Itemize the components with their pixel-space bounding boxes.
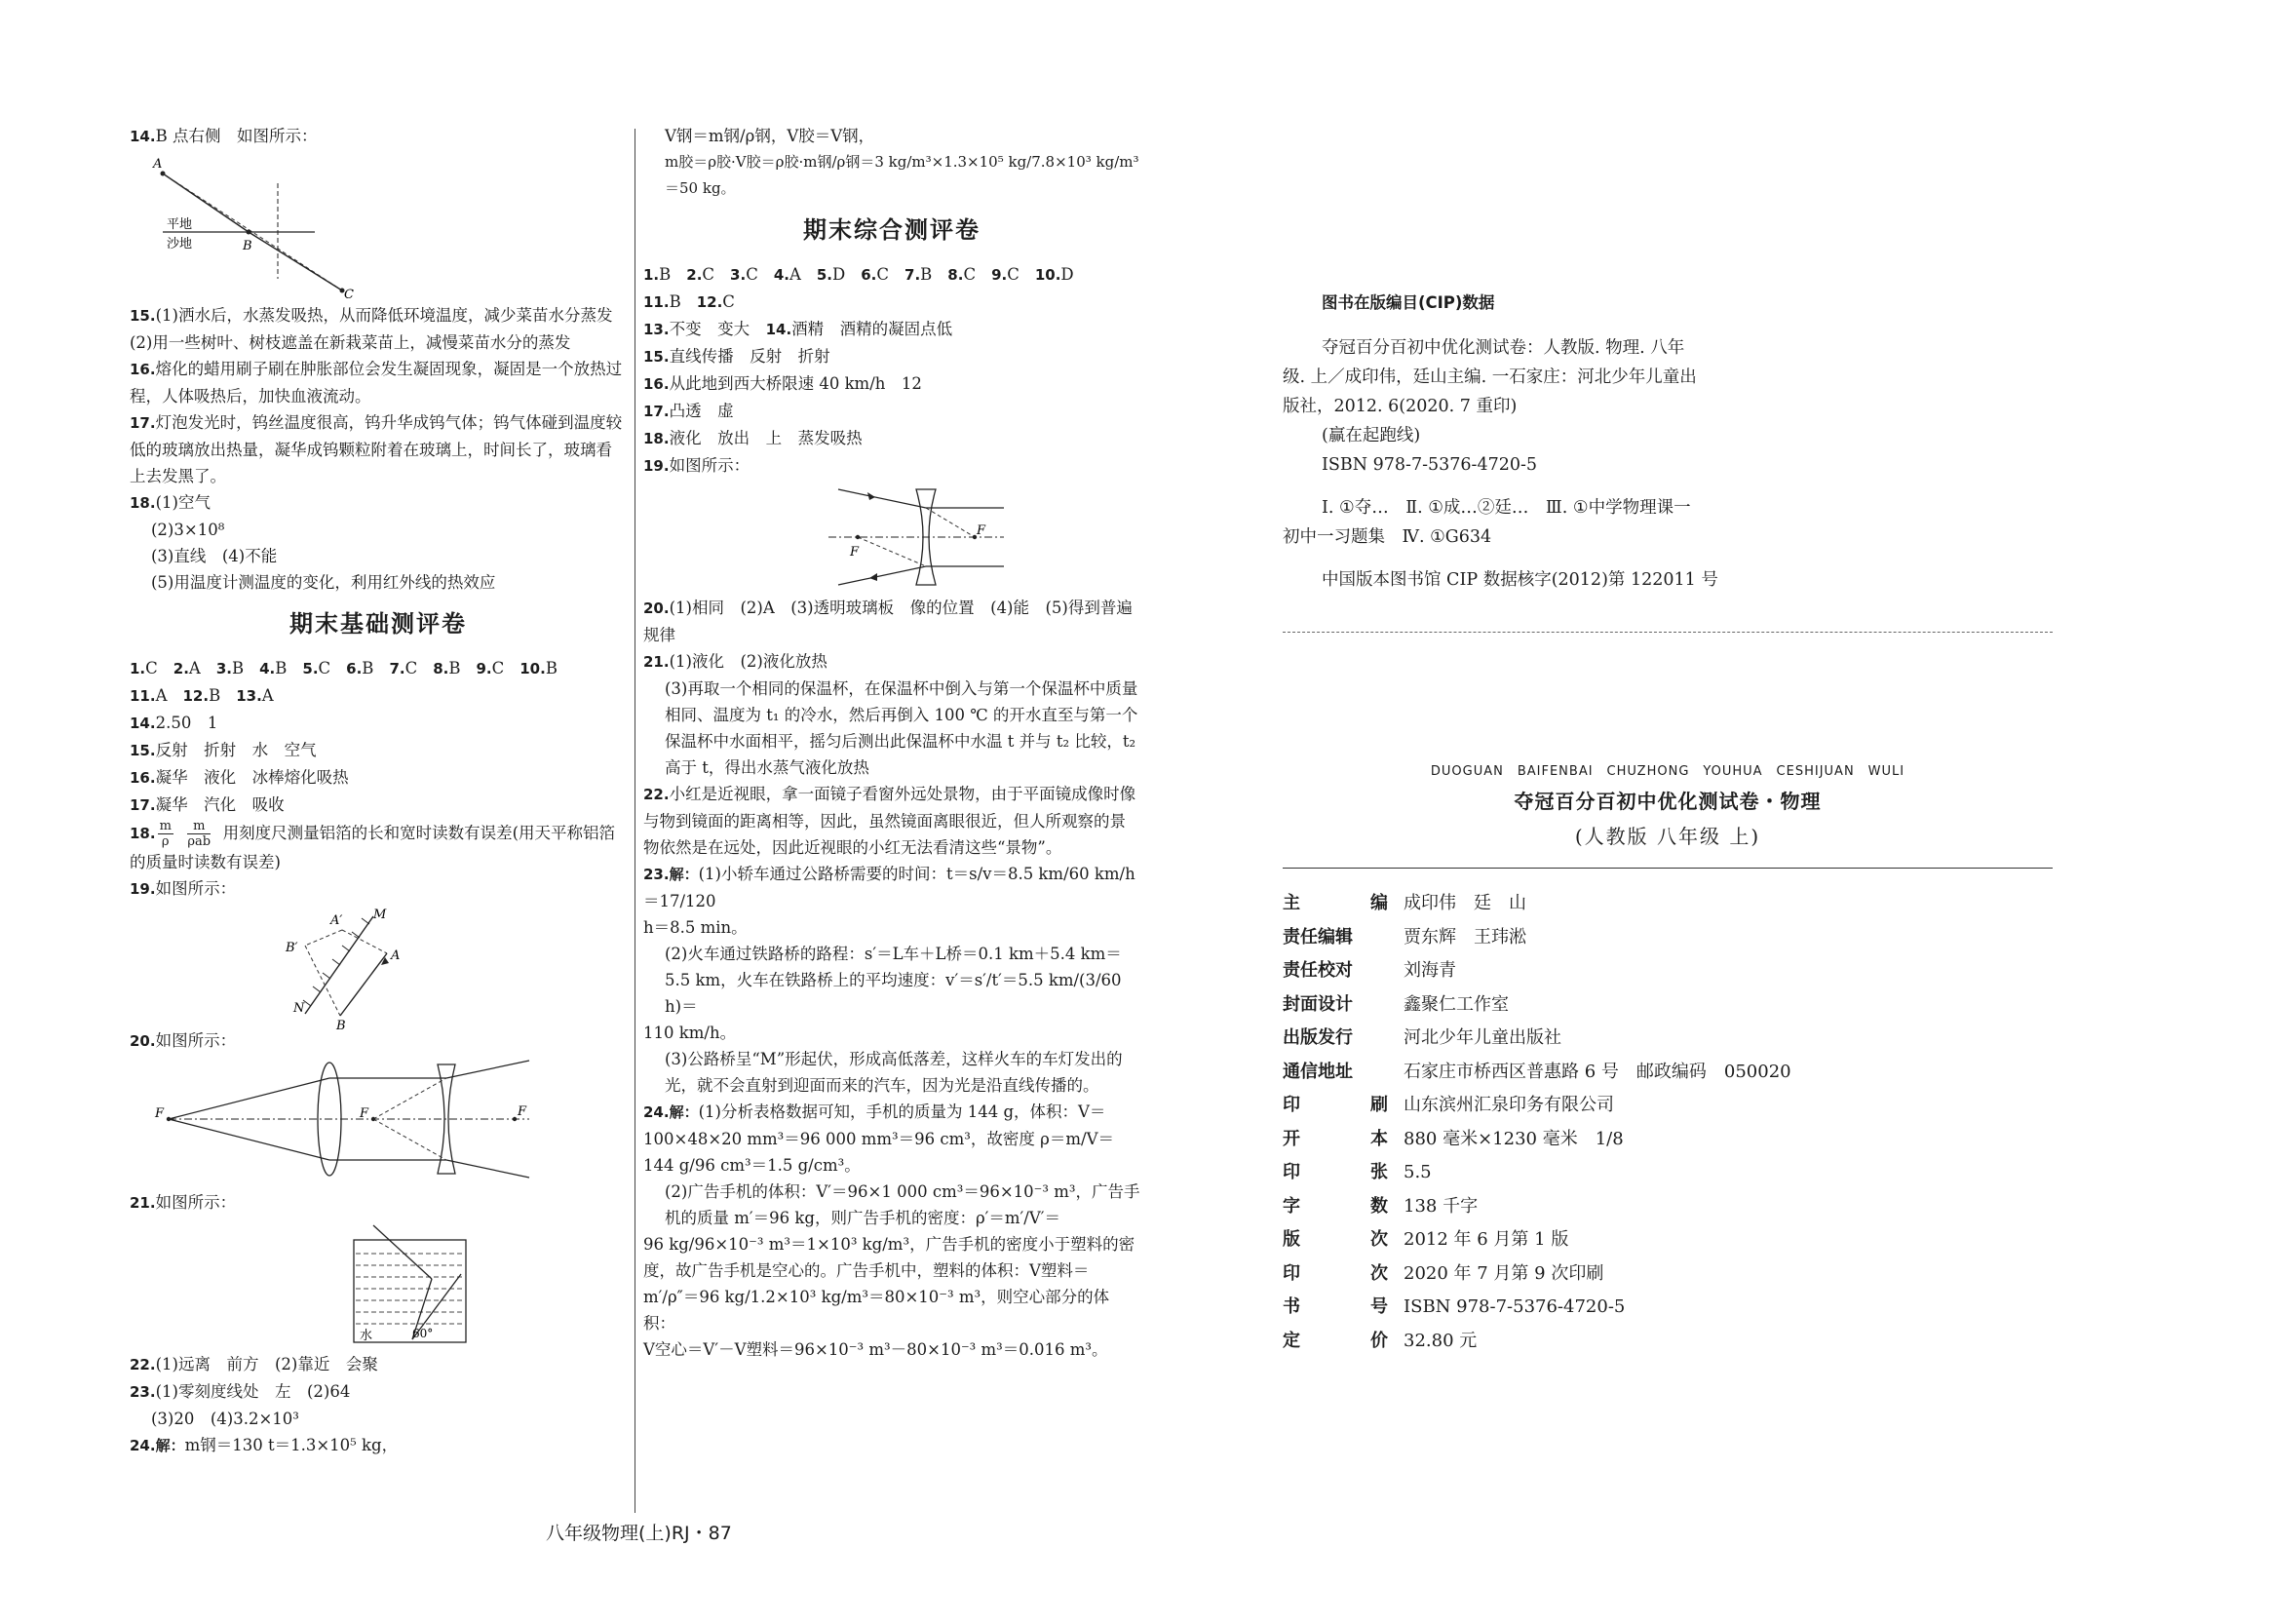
credit-row	[1283, 1022, 1791, 1056]
fig-label-b2: B	[336, 1019, 346, 1033]
answer-q24-cont: V钢＝m钢/ρ钢，V胶＝V钢，	[665, 127, 875, 145]
credit-row	[1283, 954, 1791, 988]
credit-row	[1283, 1325, 1791, 1359]
answer-choice-row	[643, 289, 1140, 316]
credit-value: 贾东辉 王玮淞	[1404, 926, 1526, 947]
credit-value: 刘海青	[1404, 960, 1456, 981]
choice-number: 3.	[730, 266, 747, 284]
choice-answer: C	[491, 659, 505, 677]
credit-label: 责任校对	[1283, 960, 1353, 981]
choice-number: 2.	[173, 660, 189, 677]
book-title: 夺冠百分百初中优化测试卷・物理	[1514, 790, 1822, 813]
answer-s2-q24-line: m′/ρ″＝96 kg/1.2×10³ kg/m³＝80×10⁻³ m³，则空心部分的体积：	[643, 1288, 1110, 1333]
choice-number: 11.	[643, 293, 670, 311]
answer-s2-q17: 17.凸透 虚	[643, 402, 734, 420]
figure-refraction-ground	[130, 154, 354, 302]
answer-s1-q15: 15.反射 折射 水 空气	[130, 741, 317, 759]
choice-answer: B	[231, 659, 245, 677]
answer-s1-q23-line: (3)20 (4)3.2×10³	[151, 1410, 299, 1428]
fig-label-water: 水	[360, 1329, 373, 1343]
cip-heading: 图书在版编目(CIP)数据	[1322, 293, 1495, 312]
credit-row	[1283, 1089, 1791, 1123]
fig-label-a-prime: A′	[330, 913, 343, 928]
cip-line: 级. 上／成印伟，廷山主编. 一石家庄：河北少年儿童出	[1283, 367, 1697, 387]
cip-line: 夺冠百分百初中优化测试卷：人教版. 物理. 八年	[1322, 338, 1685, 358]
answer-s2-q24: 24.解：(1)分析表格数据可知，手机的质量为 144 g，体积：V＝100×48×20 mm³＝96 000 mm³＝96 cm³，故密度 ρ＝m/V＝	[643, 1102, 1114, 1148]
credit-value: 鑫聚仁工作室	[1404, 993, 1509, 1015]
section-title-basic-test: 期末基础测评卷	[289, 610, 467, 638]
credit-value: 2012 年 6 月第 1 版	[1404, 1229, 1569, 1250]
choice-number: 6.	[346, 660, 363, 677]
choice-answer: B	[920, 265, 933, 284]
cip-class-line: Ⅰ. ①夺… Ⅱ. ①成…②廷… Ⅲ. ①中学物理课一	[1322, 498, 1691, 518]
answer-s1-q21: 21.如图所示：	[130, 1193, 237, 1212]
answer-s2-q23-line: (2)火车通过铁路桥的路程：s′＝L车＋L桥＝0.1 km＋5.4 km＝5.5 km，火车在铁路桥上的平均速度：v′＝s′/t′＝5.5 km/(3/60 h)＝	[665, 945, 1122, 1016]
choice-answer: A	[188, 659, 201, 677]
credit-row	[1283, 1291, 1791, 1325]
choice-number: 4.	[773, 266, 789, 284]
cip-class-line: 初中一习题集 Ⅳ. ①G634	[1283, 527, 1492, 547]
answer-q24-cont: m胶＝ρ胶·V胶＝ρ胶·m钢/ρ钢＝3 kg/m³×1.3×10⁵ kg/7.8×10³ kg/m³＝50 kg。	[665, 153, 1139, 197]
answer-s1-q22: 22.(1)远离 前方 (2)靠近 会聚	[130, 1355, 378, 1373]
answer-s2-q24-line: V空心＝V′－V塑料＝96×10⁻³ m³－80×10⁻³ m³＝0.016 m³。	[643, 1340, 1108, 1359]
choice-number: 5.	[302, 660, 319, 677]
choice-answer: C	[963, 265, 977, 284]
choice-answer: C	[722, 292, 735, 311]
answer-s2-q19: 19.如图所示：	[643, 456, 750, 475]
answer-s1-q18: 18. $\frac{m}{\rho}$ $\frac{m}{\text{ρab}}$ 用刻度尺测量铝箔的长和宽时读数有误差(用天平称铝箔的质量时读数有误差)	[130, 819, 616, 871]
credit-value: 880 毫米×1230 毫米 1/8	[1404, 1128, 1624, 1149]
credit-value: 河北少年儿童出版社	[1404, 1027, 1561, 1048]
colophon-rule	[1283, 868, 2053, 869]
fig-label-ground2: 沙地	[167, 237, 193, 251]
credit-label: 字 数	[1283, 1195, 1388, 1217]
credit-label: 印 刷	[1283, 1095, 1388, 1115]
answer-s1-q20: 20.如图所示：	[130, 1031, 237, 1050]
choice-answer: D	[832, 265, 846, 284]
credit-value: 2020 年 7 月第 9 次印刷	[1404, 1262, 1604, 1284]
credit-row	[1283, 988, 1791, 1023]
fig-label-f: F	[977, 523, 986, 538]
answer-column-left	[130, 123, 627, 1459]
choice-answer: D	[1060, 265, 1074, 284]
choice-answer: C	[876, 265, 890, 284]
fig-label-n: N	[293, 1001, 305, 1016]
choice-answer: A	[155, 686, 168, 705]
answer-q16: 16.熔化的蜡用刷子刷在肿胀部位会发生凝固现象，凝固是一个放热过程，人体吸热后，加快血液流动。	[130, 360, 623, 406]
choice-answer: B	[545, 659, 558, 677]
figure-concave-lens	[643, 483, 1053, 591]
fig-label-b: B	[243, 239, 252, 253]
fig-label-angle: 60°	[412, 1327, 434, 1340]
choice-number: 12.	[696, 293, 723, 311]
answer-s1-q14: 14.2.50 1	[130, 714, 218, 732]
figure-lens-combination	[130, 1059, 539, 1185]
fig-label-f: F	[518, 1104, 527, 1119]
credit-value: 138 千字	[1404, 1195, 1479, 1217]
dotted-divider	[1283, 632, 2053, 633]
answer-s2-q16: 16.从此地到西大桥限速 40 km/h 12	[643, 374, 922, 393]
answer-choice-row	[643, 261, 1140, 289]
fig-label-f: F	[360, 1106, 369, 1121]
fig-label-a2: A	[391, 948, 401, 963]
choice-answer: C	[318, 659, 331, 677]
credit-label: 出版发行	[1283, 1027, 1353, 1048]
fraction: $\frac{m}{\rho}$	[159, 819, 172, 849]
answer-q17: 17.灯泡发光时，钨丝温度很高，钨升华成钨气体；钨气体碰到温度较低的玻璃放出热量，凝华成钨颗粒附着在玻璃上，时间长了，玻璃看上去发黑了。	[130, 413, 623, 485]
answer-s2-q23-line: h＝8.5 min。	[643, 918, 748, 937]
choice-answer: C	[1007, 265, 1020, 284]
answer-s2-q23-line: (3)公路桥呈“M”形起伏，形成高低落差，这样火车的车灯发出的光，就不会直射到迎面而来的汽车，因为光是沿直线传播的。	[665, 1050, 1123, 1095]
answer-q14: 14.B 点右侧 如图所示：	[130, 127, 318, 145]
answer-column-middle	[643, 123, 1140, 1363]
credit-value: 石家庄市桥西区普惠路 6 号 邮政编码 050020	[1404, 1061, 1791, 1082]
credit-label: 版 次	[1283, 1229, 1388, 1250]
figure-plane-mirror	[130, 907, 539, 1033]
credit-value: 32.80 元	[1404, 1330, 1478, 1351]
fig-label-m: M	[373, 908, 387, 922]
figure-water-refraction	[130, 1220, 539, 1347]
page-footer: 八年级物理(上)RJ・87	[546, 1523, 732, 1544]
fig-label-c: C	[344, 288, 354, 302]
answer-s1-q16: 16.凝华 液化 冰棒熔化吸热	[130, 768, 349, 787]
answer-s2-q21-line: (3)再取一个相同的保温杯，在保温杯中倒入与第一个保温杯中质量相同、温度为 t₁ 的冷水，然后再倒入 100 ℃ 的开水直至与第一个保温杯中水面相平，摇匀后测出此保温杯中水温 t 并与 t₂ 比较，t₂ 高于 t，得出水蒸气液化放热	[665, 679, 1138, 777]
credit-row	[1283, 887, 1791, 921]
credit-row	[1283, 1123, 1791, 1157]
colophon-credits	[1283, 887, 1791, 1358]
credit-label: 定 价	[1283, 1330, 1388, 1351]
section-title-comprehensive-test: 期末综合测评卷	[803, 216, 981, 244]
answer-q18: 18.(1)空气	[130, 493, 211, 512]
choice-number: 7.	[389, 660, 405, 677]
choice-answer: B	[659, 265, 672, 284]
choice-number: 1.	[130, 660, 146, 677]
choice-number: 11.	[130, 687, 156, 705]
answer-q18-line: (5)用温度计测温度的变化，利用红外线的热效应	[151, 573, 496, 592]
answer-s2-q23: 23.解：(1)小轿车通过公路桥需要的时间：t＝s/v＝8.5 km/60 km/h＝17/120	[643, 865, 1135, 910]
choice-answer: C	[145, 659, 158, 677]
fig-label-f: F	[850, 545, 860, 560]
credit-label: 封面设计	[1283, 993, 1353, 1015]
answer-q18-line: (2)3×10⁸	[151, 521, 225, 539]
choice-answer: C	[746, 265, 758, 284]
choice-number: 10.	[519, 660, 546, 677]
credit-row	[1283, 1056, 1791, 1090]
answer-s2-q22: 22.小红是近视眼，拿一面镜子看窗外远处景物，由于平面镜成像时像与物到镜面的距离相等，因此，虽然镜面离眼很近，但人所观察的景物依然是在远处，因此近视眼的小红无法看清这些“景物”。	[643, 785, 1136, 857]
credit-row	[1283, 1257, 1791, 1292]
choice-number: 5.	[816, 266, 833, 284]
credit-label: 印 张	[1283, 1162, 1388, 1182]
answer-s1-q17: 17.凝华 汽化 吸收	[130, 795, 285, 814]
credit-row	[1283, 921, 1791, 955]
choice-number: 7.	[904, 266, 921, 284]
answer-choice-row	[130, 655, 627, 682]
choice-answer: B	[275, 659, 288, 677]
choice-answer: C	[702, 265, 715, 284]
cip-line: (赢在起跑线)	[1322, 426, 1421, 445]
answer-q18-line: (3)直线 (4)不能	[151, 547, 278, 565]
credit-label: 印 次	[1283, 1262, 1388, 1284]
fig-label-b-prime: B′	[286, 941, 298, 955]
credit-value: 5.5	[1404, 1162, 1432, 1182]
answer-s2-q21: 21.(1)液化 (2)液化放热	[643, 652, 827, 671]
answer-s2-q24-line: 144 g/96 cm³＝1.5 g/cm³。	[643, 1156, 861, 1175]
fig-label-f: F	[155, 1106, 165, 1121]
credit-value: 成印伟 廷 山	[1404, 893, 1526, 913]
fig-label-a: A	[153, 157, 163, 172]
choice-answer: C	[404, 659, 418, 677]
choice-answer: B	[669, 292, 681, 311]
choice-answer: A	[261, 686, 274, 705]
book-title-pinyin: DUOGUAN BAIFENBAI CHUZHONG YOUHUA CESHIJUAN WULI	[1430, 764, 1905, 779]
choice-answer: A	[789, 265, 801, 284]
answer-s2-q23-line: 110 km/h。	[643, 1024, 737, 1042]
fraction: $\frac{m}{\text{ρab}}$	[187, 819, 212, 849]
answer-s2-q18: 18.液化 放出 上 蒸发吸热	[643, 429, 863, 447]
choice-number: 10.	[1034, 266, 1061, 284]
choice-answer: B	[448, 659, 461, 677]
credit-value: ISBN 978-7-5376-4720-5	[1404, 1296, 1626, 1317]
choice-number: 6.	[861, 266, 877, 284]
answer-s2-q13: 13.不变 变大 14.酒精 酒精的凝固点低	[643, 320, 953, 338]
choice-number: 9.	[991, 266, 1008, 284]
choice-number: 13.	[236, 687, 262, 705]
credit-label: 通信地址	[1283, 1061, 1353, 1082]
choice-number: 2.	[686, 266, 703, 284]
answer-s2-q20: 20.(1)相同 (2)A (3)透明玻璃板 像的位置 (4)能 (5)得到普遍规律	[643, 599, 1133, 644]
cip-verify: 中国版本图书馆 CIP 数据核字(2012)第 122011 号	[1322, 570, 1718, 590]
choice-number: 1.	[643, 266, 660, 284]
credit-label: 责任编辑	[1283, 926, 1353, 947]
credit-row	[1283, 1190, 1791, 1224]
book-subtitle: (人教版 八年级 上)	[1574, 825, 1761, 848]
cip-line: 版社，2012. 6(2020. 7 重印)	[1283, 397, 1518, 416]
answer-s2-q24-line: 96 kg/96×10⁻³ m³＝1×10³ kg/m³，广告手机的密度小于塑料的密度，故广告手机是空心的。广告手机中，塑料的体积：V塑料＝	[643, 1235, 1135, 1280]
answer-s2-q24-line: (2)广告手机的体积：V′＝96×1 000 cm³＝96×10⁻³ m³，广告手机的质量 m′＝96 kg，则广告手机的密度：ρ′＝m′/V′＝	[665, 1182, 1140, 1227]
choice-number: 3.	[215, 660, 232, 677]
choice-answer: B	[209, 686, 221, 705]
choice-number: 4.	[259, 660, 276, 677]
cip-data-block	[1283, 289, 2053, 595]
answer-s2-q15: 15.直线传播 反射 折射	[643, 347, 830, 366]
credit-value: 山东滨州汇泉印务有限公司	[1404, 1095, 1614, 1115]
choice-answer: B	[362, 659, 374, 677]
choice-number: 9.	[476, 660, 492, 677]
choice-number: 12.	[182, 687, 210, 705]
answer-s1-q23: 23.(1)零刻度线处 左 (2)64	[130, 1382, 351, 1401]
credit-label: 主 编	[1283, 893, 1388, 913]
answer-s1-q24: 24.解：m钢＝130 t＝1.3×10⁵ kg，	[130, 1436, 399, 1454]
answer-s1-q19: 19.如图所示：	[130, 879, 237, 898]
credit-row	[1283, 1156, 1791, 1190]
credit-label: 书 号	[1283, 1296, 1388, 1317]
fig-label-ground1: 平地	[167, 217, 193, 232]
credit-label: 开 本	[1283, 1128, 1388, 1149]
answer-q15: 15.(1)洒水后，水蒸发吸热，从而降低环境温度，减少菜苗水分蒸发 (2)用一些树叶、树枝遮盖在新栽菜苗上，减慢菜苗水分的蒸发	[130, 306, 629, 352]
credit-row	[1283, 1223, 1791, 1257]
cip-line: ISBN 978-7-5376-4720-5	[1322, 455, 1538, 475]
answer-choice-row	[130, 682, 627, 710]
choice-number: 8.	[433, 660, 449, 677]
choice-number: 8.	[947, 266, 964, 284]
